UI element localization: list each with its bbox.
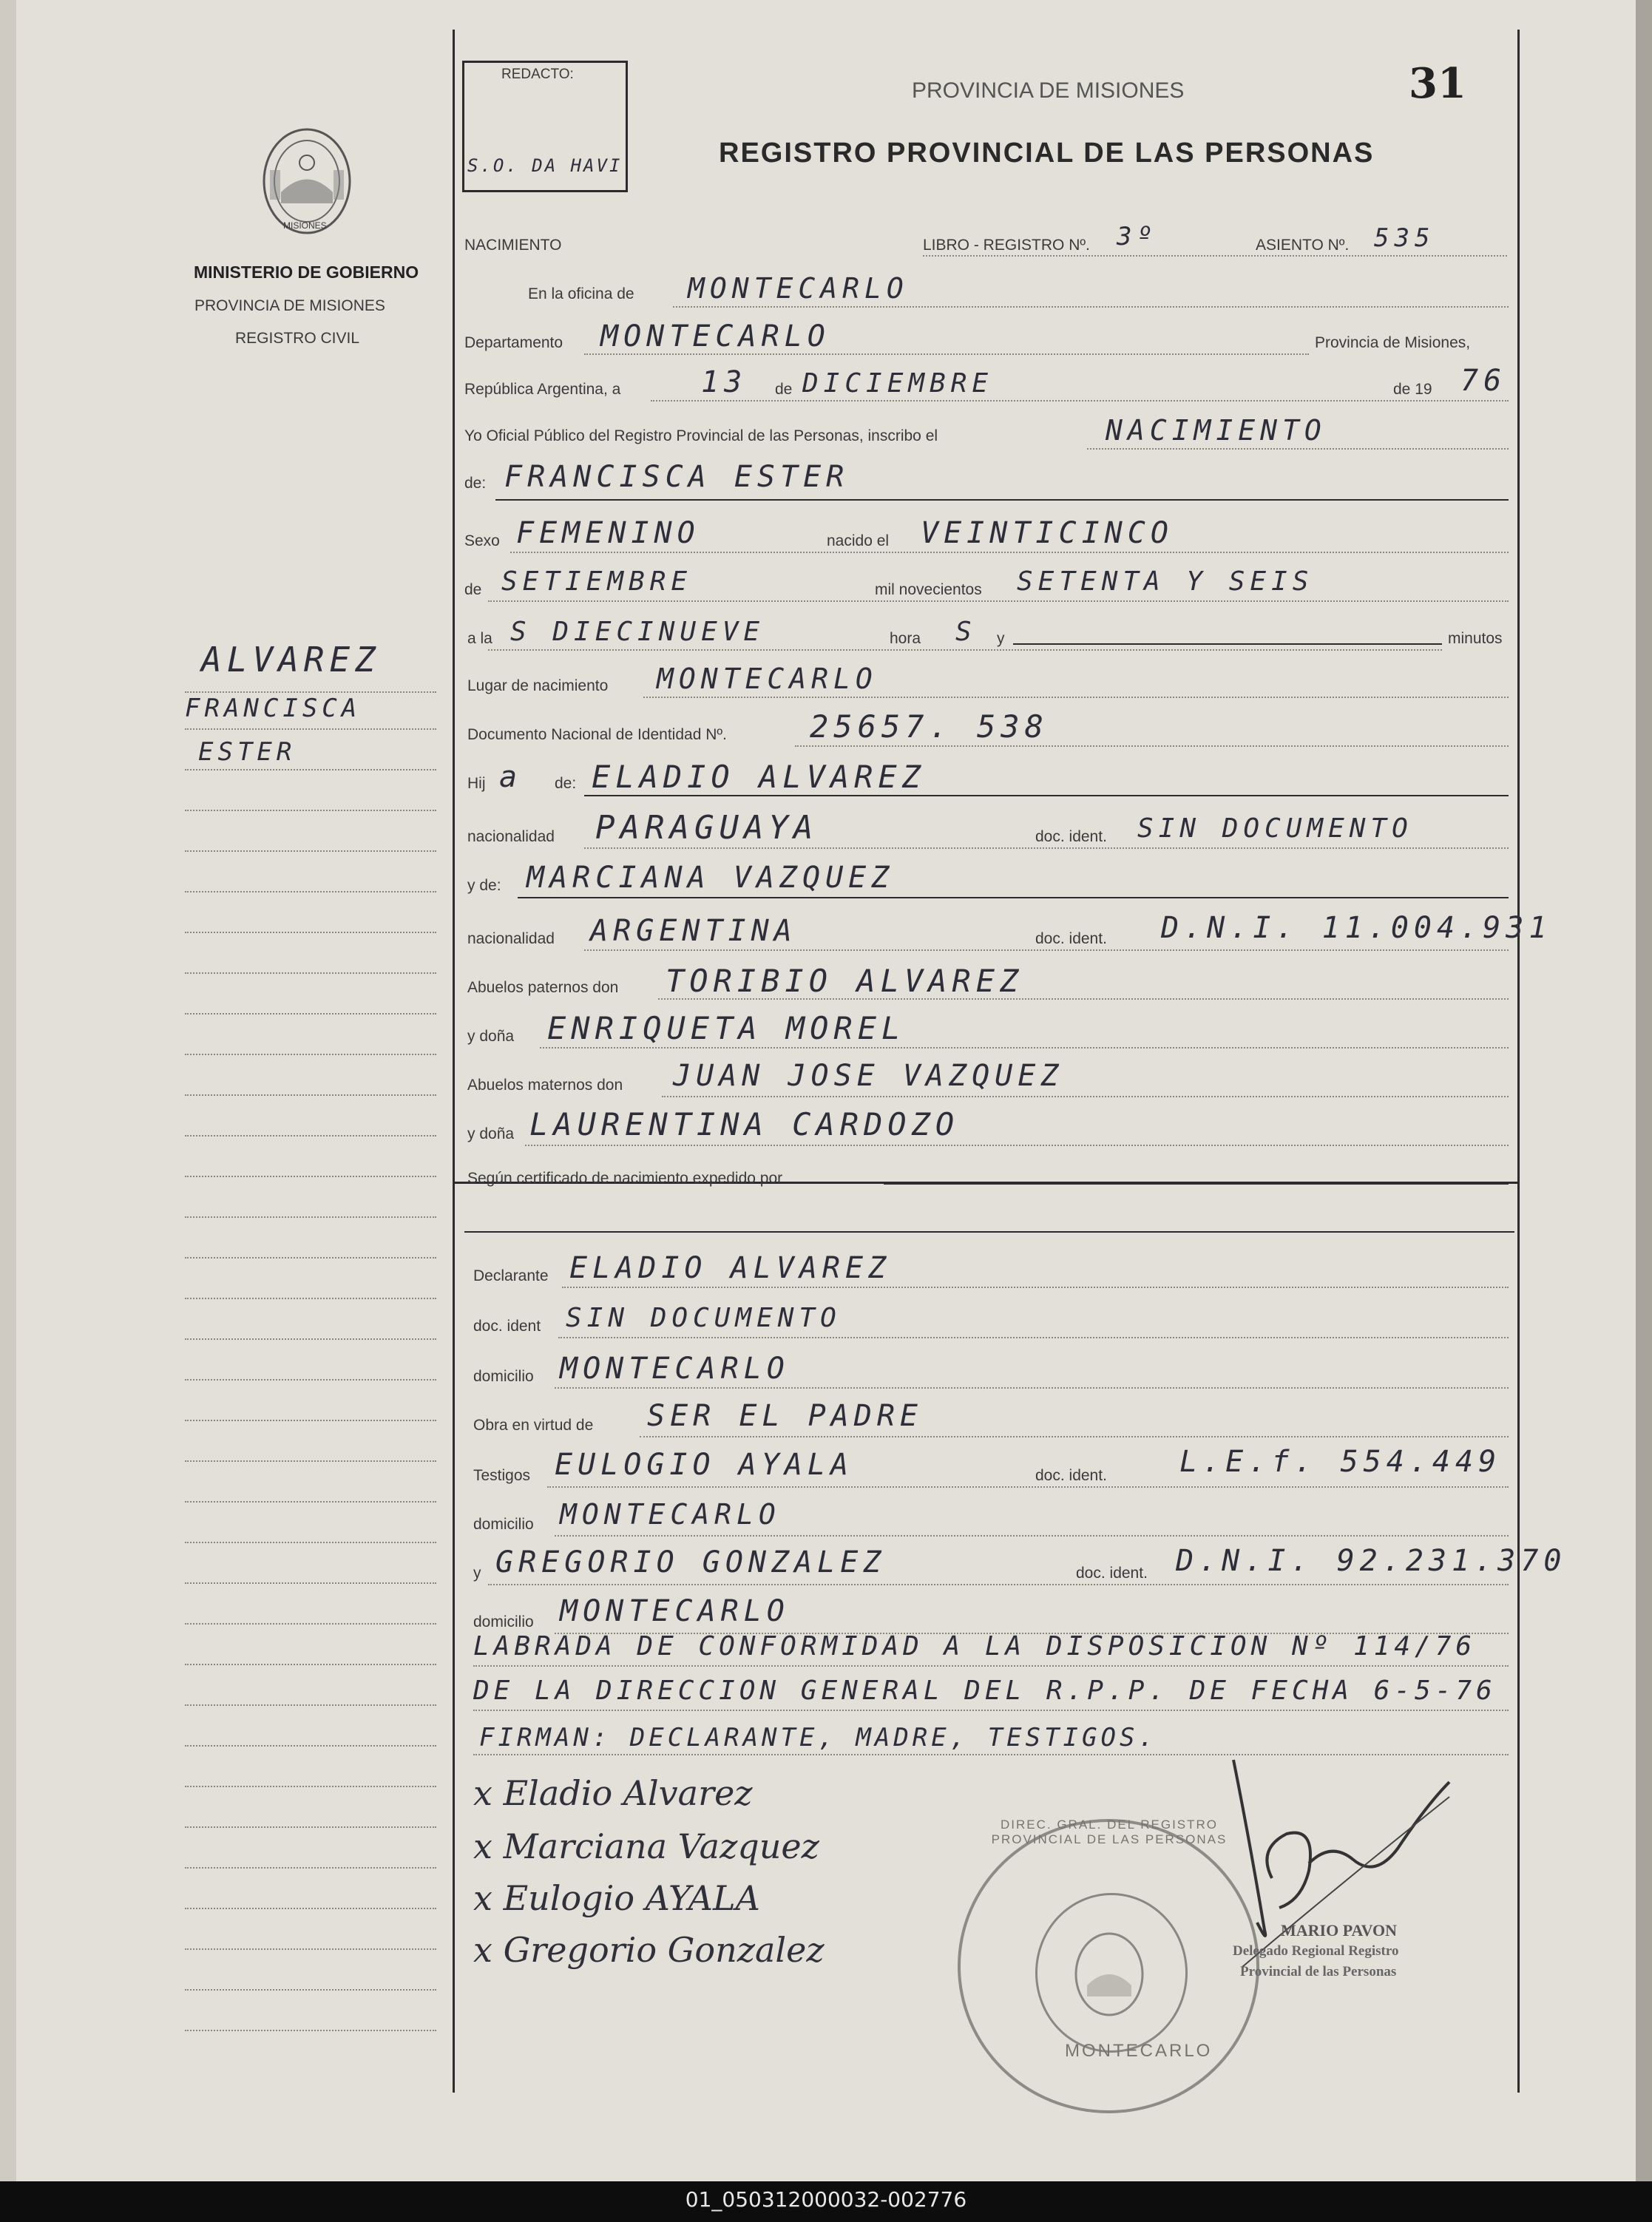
nombre-de-label: de:	[464, 475, 487, 492]
seal-ring-text: DIREC. GRAL. DEL REGISTRO PROVINCIAL DE LAS PERSONAS	[991, 1818, 1228, 1846]
file-id: 01_050312000032-002776	[685, 2187, 967, 2212]
obra-label: Obra en virtud de	[473, 1417, 594, 1434]
obra-value: SER EL PADRE	[647, 1399, 923, 1433]
testigo1-domicilio-value: MONTECARLO	[560, 1498, 781, 1531]
abuelo-paterno-label: Abuelos paternos don	[467, 979, 619, 996]
madre-value: MARCIANA VAZQUEZ	[527, 861, 895, 895]
doc2-label: doc. ident.	[1035, 930, 1107, 947]
oficina-label: En la oficina de	[528, 285, 634, 302]
margin-note-surname: ALVAREZ	[201, 640, 381, 680]
registry-subtitle: REGISTRO CIVIL	[235, 330, 360, 347]
doc2-value: D.N.I. 11.004.931	[1161, 911, 1552, 945]
libro-label: LIBRO - REGISTRO Nº.	[923, 237, 1090, 254]
nacionalidad1-label: nacionalidad	[467, 828, 555, 845]
official-title-2: Provincial de las Personas	[1240, 1964, 1397, 1979]
padre-value: ELADIO ALVAREZ	[592, 759, 927, 795]
official-signature-icon	[1228, 1752, 1472, 1974]
inscribo-label: Yo Oficial Público del Registro Provincial de las Personas, inscribo el	[464, 427, 938, 444]
lugar-value: MONTECARLO	[657, 663, 878, 695]
page-number: 31	[1409, 59, 1466, 108]
redacto-value: S.O. DA HAVI	[467, 155, 623, 176]
nacionalidad2-label: nacionalidad	[467, 930, 555, 947]
redacto-label: REDACTO:	[501, 67, 574, 82]
doc1-value: SIN DOCUMENTO	[1137, 813, 1413, 844]
declarante-doc-label: doc. ident	[473, 1318, 541, 1335]
nacido-label: nacido el	[827, 532, 890, 549]
note-line-3: FIRMAN: DECLARANTE, MADRE, TESTIGOS.	[479, 1723, 1157, 1752]
asiento-value: 535	[1374, 223, 1435, 253]
testigo2-y-label: y	[473, 1565, 481, 1582]
hora-label: hora	[890, 630, 921, 647]
abuelo-materno-value: JUAN JOSE VAZQUEZ	[673, 1059, 1064, 1093]
y-label: y	[997, 630, 1005, 647]
lugar-label: Lugar de nacimiento	[467, 677, 609, 694]
section-divider-thin	[464, 1231, 1514, 1233]
dia-value: 13	[701, 365, 748, 399]
madre-label: y de:	[467, 877, 501, 894]
nacionalidad1-value: PARAGUAYA	[595, 809, 819, 847]
testigo1-domicilio-label: domicilio	[473, 1516, 534, 1533]
document-title: REGISTRO PROVINCIAL DE LAS PERSONAS	[719, 138, 1375, 169]
frame-right-line	[1517, 30, 1520, 2093]
sexo-value: FEMENINO	[516, 516, 700, 550]
header-province: PROVINCIA DE MISIONES	[912, 78, 1185, 103]
asiento-label: ASIENTO Nº.	[1256, 237, 1350, 254]
mes-value: DICIEMBRE	[802, 368, 994, 399]
seal-emblem-icon	[1065, 1926, 1154, 2022]
signature-testigo2: x Gregorio Gonzalez	[473, 1930, 825, 1970]
emblem-caption: MISIONES	[283, 220, 327, 231]
record-type-label: NACIMIENTO	[464, 237, 562, 254]
testigo1-value: EULOGIO AYALA	[555, 1448, 854, 1482]
testigo2-domicilio-label: domicilio	[473, 1613, 534, 1630]
padre-de-label: de:	[555, 775, 577, 792]
abuelo-materno-label: Abuelos maternos don	[467, 1077, 623, 1094]
doc1-label: doc. ident.	[1035, 828, 1107, 845]
anio-value: 76	[1460, 364, 1507, 398]
hij-value: a	[499, 760, 523, 794]
de-mes-label: de	[464, 581, 482, 598]
hij-label: Hij	[467, 775, 486, 792]
testigo1-doc-label: doc. ident.	[1035, 1467, 1107, 1484]
declarante-label: Declarante	[473, 1267, 549, 1284]
testigo2-domicilio-value: MONTECARLO	[560, 1594, 790, 1628]
signature-testigo1: x Eulogio AYALA	[473, 1878, 760, 1918]
declarante-doc-value: SIN DOCUMENTO	[566, 1303, 842, 1333]
minutos-label: minutos	[1448, 630, 1503, 647]
mil-label: mil novecientos	[875, 581, 982, 598]
de-label: de	[775, 381, 793, 398]
abuela-materna-label: y doña	[467, 1125, 515, 1142]
ministry-title: MINISTERIO DE GOBIERNO	[194, 262, 419, 282]
note-line-2: DE LA DIRECCION GENERAL DEL R.P.P. DE FECHA 6-5-76	[473, 1676, 1497, 1706]
nacionalidad2-value: ARGENTINA	[590, 914, 797, 948]
abuela-materna-value: LAURENTINA CARDOZO	[529, 1106, 960, 1142]
dni-value: 25657. 538	[810, 708, 1049, 745]
declarante-domicilio-label: domicilio	[473, 1368, 534, 1385]
note-line-1: LABRADA DE CONFORMIDAD A LA DISPOSICION Nº 114/76	[473, 1631, 1477, 1662]
segun-certificado-label: Según certificado de nacimiento expedido por	[467, 1170, 783, 1187]
official-name: MARIO PAVON	[1281, 1921, 1398, 1940]
seal-city-text: MONTECARLO	[1065, 2041, 1213, 2061]
de19-label: de 19	[1393, 381, 1432, 398]
oficina-value: MONTECARLO	[688, 272, 909, 305]
abuela-paterna-value: ENRIQUETA MOREL	[547, 1010, 906, 1046]
sexo-label: Sexo	[464, 532, 500, 549]
signature-madre: x Marciana Vazquez	[473, 1826, 819, 1866]
mes-nac-value: SETIEMBRE	[501, 566, 693, 597]
abuelo-paterno-value: TORIBIO ALVAREZ	[666, 963, 1024, 999]
binder-spine	[1636, 0, 1652, 2181]
nacido-value: VEINTICINCO	[921, 516, 1174, 550]
signature-declarante: x Eladio Alvarez	[473, 1773, 753, 1813]
nombre-value: FRANCISCA ESTER	[504, 460, 850, 494]
departamento-value: MONTECARLO	[600, 319, 830, 353]
anio-nac-value: SETENTA Y SEIS	[1017, 566, 1314, 597]
republica-label: República Argentina, a	[464, 381, 621, 398]
official-title-1: Delegado Regional Registro	[1233, 1943, 1399, 1959]
departamento-label: Departamento	[464, 334, 563, 351]
testigos-label: Testigos	[473, 1467, 531, 1484]
provincia-label: Provincia de Misiones,	[1315, 334, 1471, 351]
inscribo-value: NACIMIENTO	[1106, 414, 1327, 447]
hora-s-value: S	[955, 617, 977, 647]
testigo2-doc-value: D.N.I. 92.231.370	[1176, 1544, 1567, 1578]
margin-note-name2: ESTER	[198, 737, 297, 767]
testigo1-doc-value: L.E.f. 554.449	[1179, 1445, 1502, 1479]
abuela-paterna-label: y doña	[467, 1028, 515, 1045]
testigo2-doc-label: doc. ident.	[1076, 1565, 1148, 1582]
libro-value: 3º	[1117, 222, 1157, 251]
declarante-value: ELADIO ALVAREZ	[569, 1251, 892, 1285]
a-la-label: a la	[467, 630, 492, 647]
declarante-domicilio-value: MONTECARLO	[560, 1352, 790, 1386]
margin-note-name1: FRANCISCA	[185, 694, 362, 723]
testigo2-value: GREGORIO GONZALEZ	[495, 1545, 887, 1579]
hora-value: S DIECINUEVE	[510, 617, 765, 647]
dni-label: Documento Nacional de Identidad Nº.	[467, 726, 727, 743]
frame-left-line	[453, 30, 455, 2093]
province-subtitle: PROVINCIA DE MISIONES	[194, 297, 385, 314]
